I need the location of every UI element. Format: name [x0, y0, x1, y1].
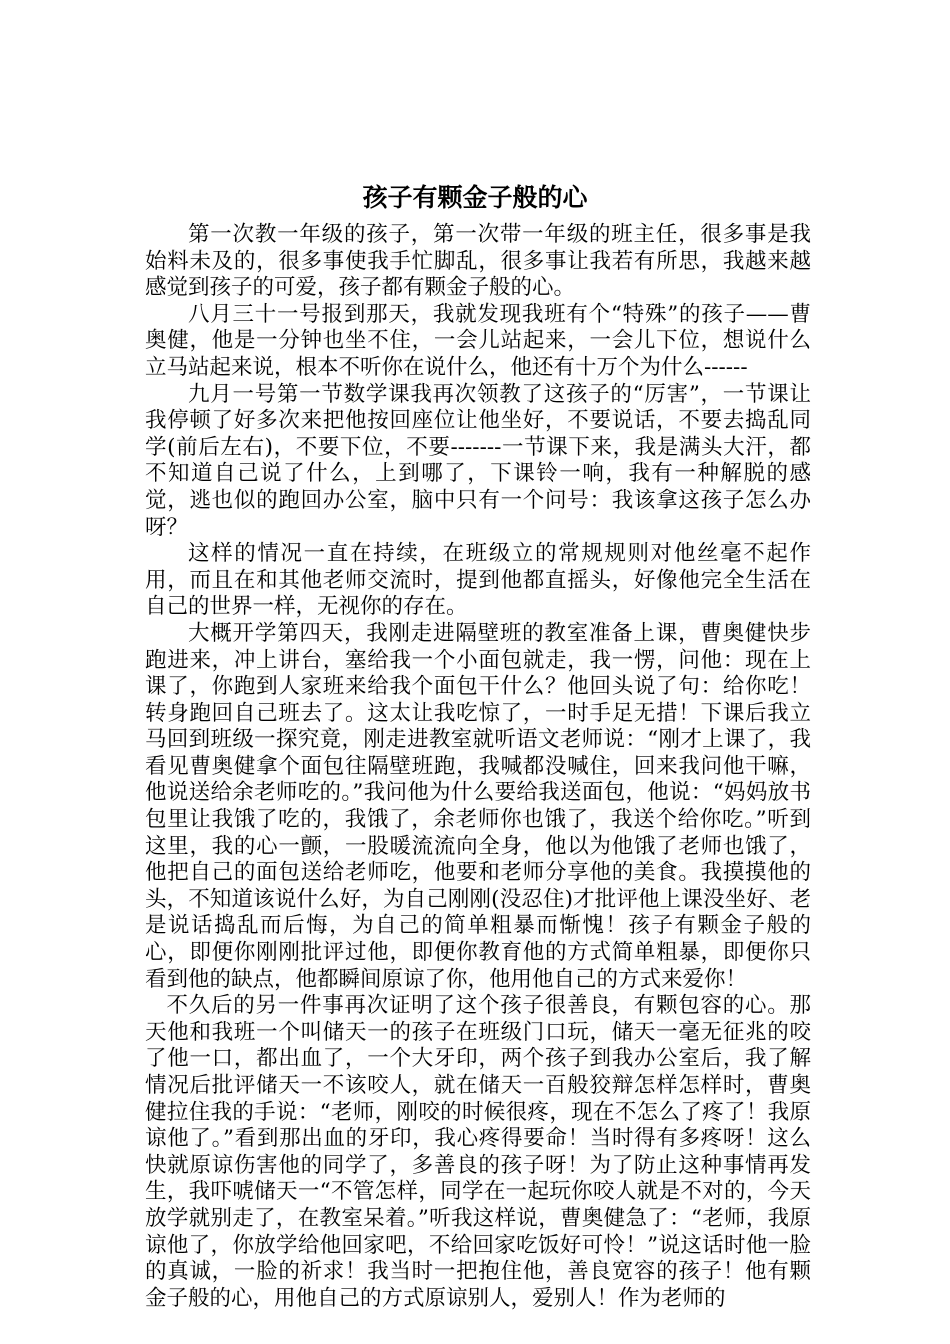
paragraph-1: 第一次教一年级的孩子，第一次带一年级的班主任，很多事是我始料未及的，很多事使我手忙脚乱，很多事让我若有所思，我越来越感觉到孩子的可爱，孩子都有颗金子般的心。: [145, 222, 811, 301]
paragraph-4: 这样的情况一直在持续，在班级立的常规规则对他丝毫不起作用，而且在和其他老师交流时，提到他都直摇头，好像他完全生活在自己的世界一样，无视你的存在。: [145, 541, 811, 620]
paragraph-2: 八月三十一号报到那天，我就发现我班有个“特殊”的孩子——曹奥健，他是一分钟也坐不住，一会儿站起来，一会儿下位，想说什么立马站起来说，根本不听你在说什么，他还有十万个为什么------: [145, 301, 811, 380]
document-title: 孩子有颗金子般的心: [362, 183, 588, 212]
paragraph-5: 大概开学第四天，我刚走进隔壁班的教室准备上课，曹奥健快步跑进来，冲上讲台，塞给我一个小面包就走，我一愣，问他：现在上课了，你跑到人家班来给我个面包干什么？他回头说了句：给你吃！转身跑回自己班去了。这太让我吃惊了，一时手足无措！下课后我立马回到班级一探究竟，刚走进教室就听语文老师说：“刚才上课了，我看见曹奥健拿个面包往隔壁班跑，我喊都没喊住，回来我问他干嘛，他说送给余老师吃的。”我问他为什么要给我送面包，他说：“妈妈放书包里让我饿了吃的，我饿了，余老师你也饿了，我送个给你吃。”听到这里，我的心一颤，一股暖流流向全身，他以为他饿了老师也饿了，他把自己的面包送给老师吃，他要和老师分享他的美食。我摸摸他的头，不知道该说什么好，为自己刚刚(没忍住)才批评他上课没坐好、老是说话捣乱而后悔，为自己的简单粗暴而惭愧！孩子有颗金子般的心，即便你刚刚批评过他，即便你教育他的方式简单粗暴，即便你只看到他的缺点，他都瞬间原谅了你，他用他自己的方式来爱你！: [145, 620, 811, 992]
document-body: [145, 222, 811, 1312]
paragraph-6: 不久后的另一件事再次证明了这个孩子很善良，有颗包容的心。那天他和我班一个叫储天一的孩子在班级门口玩，储天一毫无征兆的咬了他一口，都出血了，一个大牙印，两个孩子到我办公室后，我了解情况后批评储天一不该咬人，就在储天一百般狡辩怎样怎样时，曹奥健拉住我的手说：“老师，刚咬的时候很疼，现在不怎么了疼了！我原谅他了。”看到那出血的牙印，我心疼得要命！当时得有多疼呀！这么快就原谅伤害他的同学了，多善良的孩子呀！为了防止这种事情再发生，我吓唬储天一“不管怎样，同学在一起玩你咬人就是不对的，今天放学就别走了，在教室呆着。”听我这样说，曹奥健急了：“老师，我原谅他了，你放学给他回家吧，不给回家吃饭好可怜！”说这话时他一脸的真诚，一脸的祈求！我当时一把抱住他，善良宽容的孩子！他有颗金子般的心，用他自己的方式原谅别人，爱别人！作为老师的: [145, 993, 811, 1311]
paragraph-3: 九月一号第一节数学课我再次领教了这孩子的“厉害”，一节课让我停顿了好多次来把他按回座位让他坐好，不要说话，不要去捣乱同学(前后左右)，不要下位，不要-------一节课下来，我是满头大汗，都不知道自己说了什么，上到哪了，下课铃一响，我有一种解脱的感觉，逃也似的跑回办公室，脑中只有一个问号：我该拿这孩子怎么办呀？: [145, 381, 811, 540]
